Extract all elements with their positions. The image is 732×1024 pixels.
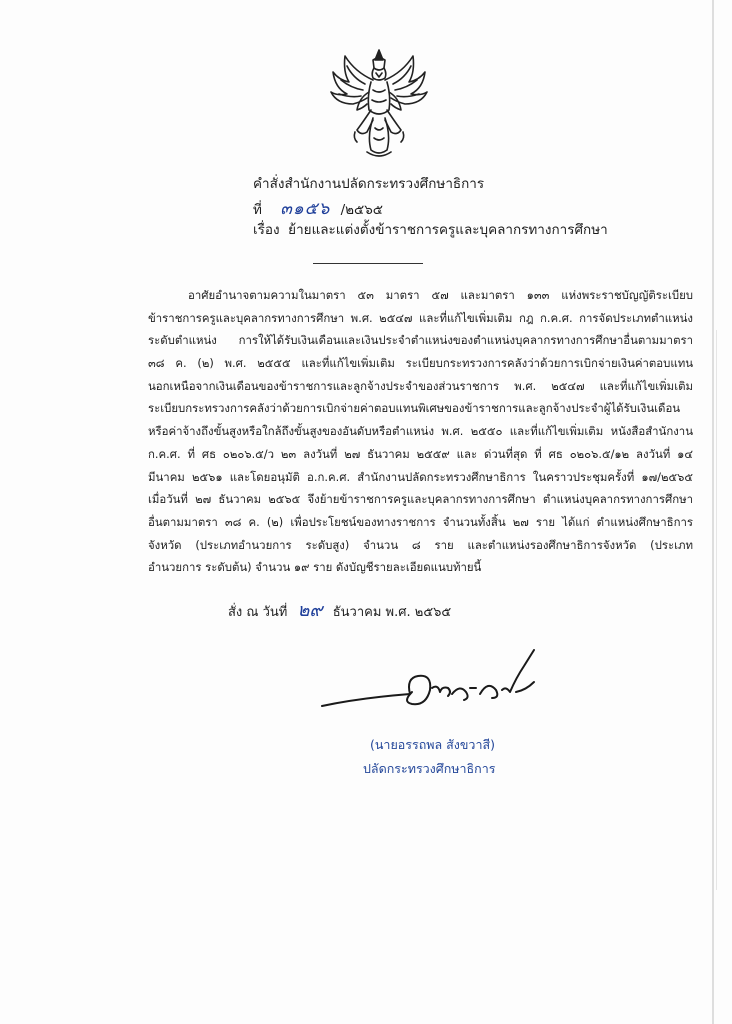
given-day-handwritten: ๒๙: [297, 600, 323, 621]
body-line: จังหวัด (ประเภทอำนวยการ ระดับสูง) จำนวน ๘ ราย และตำแหน่งรองศึกษาธิการจังหวัด (ประเภท: [148, 537, 693, 552]
order-title: คำสั่งสำนักงานปลัดกระทรวงศึกษาธิการ: [253, 176, 485, 192]
order-number-handwritten: ๓๑๕๖: [280, 199, 331, 219]
signatory-name: (นายอรรถพล สังขวาสี): [370, 737, 495, 752]
body-line: เมื่อวันที่ ๒๗ ธันวาคม ๒๕๖๕ จึงย้ายข้าราชการครูและบุคลากรทางการศึกษา ตำแหน่งบุคลากรทางการศึกษา: [148, 492, 693, 507]
garuda-emblem-icon: [327, 46, 431, 162]
scan-edge-shadow: [712, 0, 714, 1024]
given-prefix: สั่ง ณ วันที่: [228, 605, 288, 620]
body-line: ระดับตำแหน่ง การให้ได้รับเงินเดือนและเงินประจำตำแหน่งของตำแหน่งบุคลากรทางการศึกษาอื่นตามมาตรา: [148, 333, 693, 348]
body-line: ๓๘ ค. (๒) พ.ศ. ๒๕๕๕ และที่แก้ไขเพิ่มเติม ระเบียบกระทรวงการคลังว่าด้วยการเบิกจ่ายเงินค่าตอบแทน: [148, 356, 693, 371]
body-line: อื่นตามมาตรา ๓๘ ค. (๒) เพื่อประโยชน์ของทางราชการ จำนวนทั้งสิ้น ๒๗ ราย ได้แก่ ตำแหน่งศึกษาธิการ: [148, 514, 693, 529]
subject-text: ย้ายและแต่งตั้งข้าราชการครูและบุคลากรทางการศึกษา: [288, 222, 608, 238]
order-subject-row: [253, 218, 608, 240]
body-line: นอกเหนือจากเงินเดือนของข้าราชการและลูกจ้างประจำของส่วนราชการ พ.ศ. ๒๕๔๗ และที่แก้ไขเพิ่มเติม: [148, 378, 693, 393]
body-line: อำนวยการ ระดับต้น) จำนวน ๑๙ ราย ดังบัญชีรายละเอียดแนบท้ายนี้: [148, 560, 482, 575]
signatory-position: ปลัดกระทรวงศึกษาธิการ: [363, 761, 496, 776]
body-line: ระเบียบกระทรวงการคลังว่าด้วยการเบิกจ่ายค่าตอบแทนพิเศษของข้าราชการและลูกจ้างประจำผู้ได้รับเงินเดือน: [148, 401, 681, 416]
body-line: อาศัยอำนาจตามความในมาตรา ๕๓ มาตรา ๕๗ และมาตรา ๑๓๓ แห่งพระราชบัญญัติระเบียบ: [188, 288, 693, 302]
subject-label: เรื่อง: [253, 222, 280, 238]
body-line: มีนาคม ๒๕๖๑ และโดยอนุมัติ อ.ก.ค.ศ. สำนักงานปลัดกระทรวงศึกษาธิการ ในคราวประชุมครั้งที่ ๑๗/๒๕๖๕: [148, 469, 693, 484]
scan-edge-shadow-inner: [716, 330, 717, 890]
order-body: [148, 284, 693, 579]
order-number-prefix: ที่: [253, 202, 262, 218]
body-line: ข้าราชการครูและบุคลากรทางการศึกษา พ.ศ. ๒๕๔๗ และที่แก้ไขเพิ่มเติม กฎ ก.ค.ศ. การจัดประเภทตำแหน่ง: [148, 310, 693, 325]
order-number-suffix: /๒๕๖๕: [340, 202, 384, 218]
handwritten-signature-icon: [320, 648, 550, 720]
given-suffix: ธันวาคม พ.ศ. ๒๕๖๕: [332, 605, 452, 620]
header-divider: [313, 263, 423, 264]
given-date-row: [228, 595, 451, 624]
body-line: หรือค่าจ้างถึงขั้นสูงหรือใกล้ถึงขั้นสูงของอันดับหรือตำแหน่ง พ.ศ. ๒๕๕๐ และที่แก้ไขเพิ่มเติม หนังสือสำนักงาน: [148, 424, 693, 439]
body-line: ก.ค.ศ. ที่ ศธ ๐๒๐๖.๕/ว ๒๓ ลงวันที่ ๒๗ ธันวาคม ๒๕๕๙ และ ด่วนที่สุด ที่ ศธ ๐๒๐๖.๕/๑๒ ลงวันที่ ๑๔: [148, 446, 693, 461]
